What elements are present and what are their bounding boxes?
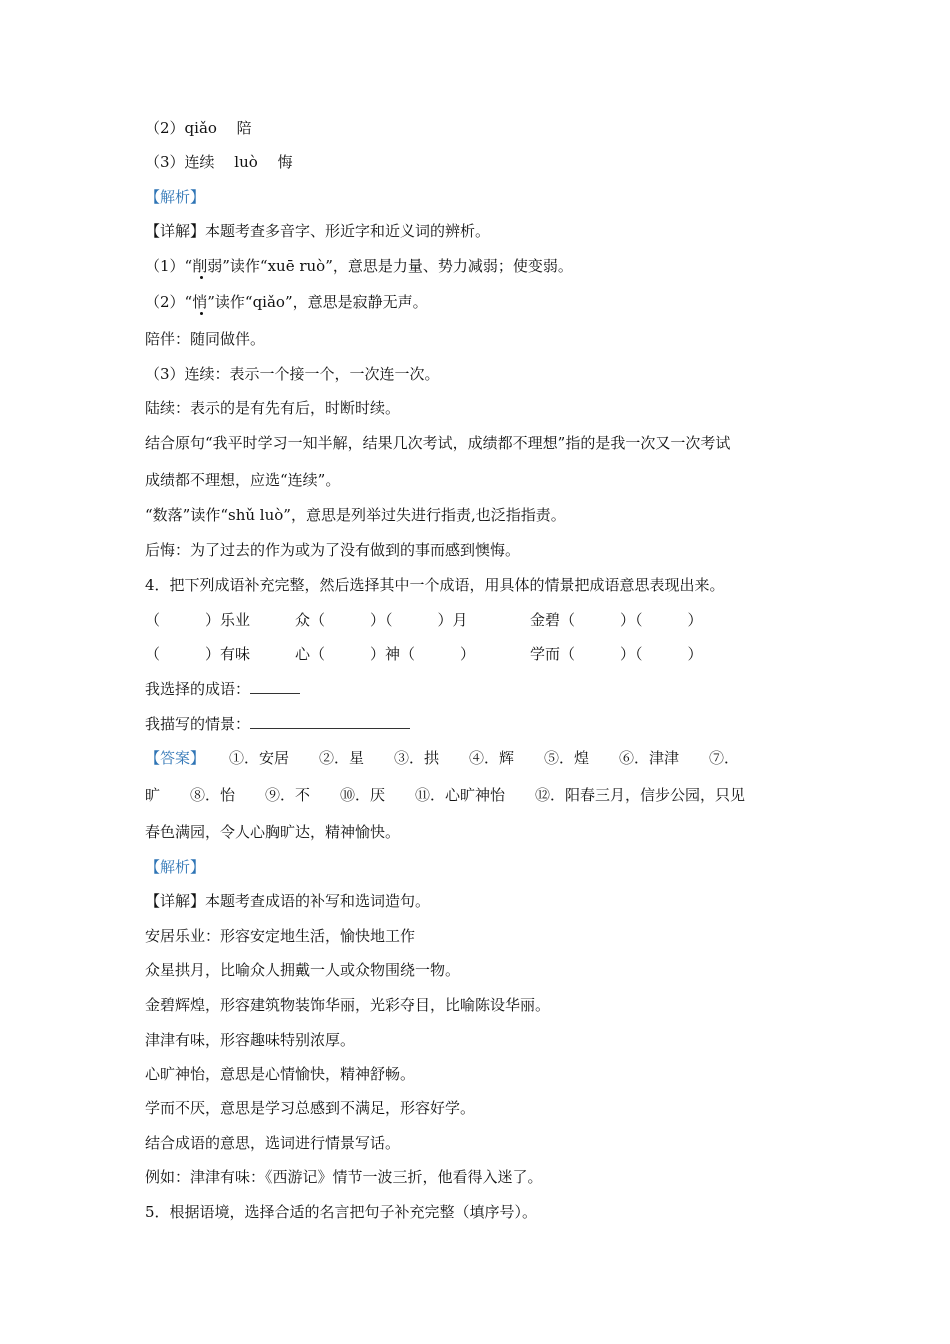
text-line: 学而不厌，意思是学习总感到不满足，形容好学。 [145, 1099, 476, 1117]
text-line: 金碧辉煌，形容建筑物装饰华丽，光彩夺目，比喻陈设华丽。 [145, 996, 551, 1014]
question-5: 5．根据语境，选择合适的名言把句子补充完整（填序号）。 [145, 1203, 538, 1221]
dotted-char: 削 [192, 257, 208, 275]
text-line: 【详解】本题考查多音字、形近字和近义词的辨析。 [145, 222, 491, 240]
text: ①．安居 ②．星 ③．拱 ④．辉 ⑤．煌 ⑥．津津 ⑦． [229, 749, 740, 767]
answer-line [145, 748, 739, 768]
idiom-blank: 心（ ）神（ ） [295, 645, 476, 663]
answer-blank[interactable] [250, 679, 300, 694]
answer-label: 【答案】 [145, 749, 206, 767]
text-line: 例如：津津有味：《西游记》情节一波三折，他看得入迷了。 [145, 1168, 543, 1186]
choose-label: 我选择的成语： [145, 680, 251, 698]
text-line: 陪伴：随同做伴。 [145, 330, 266, 348]
idiom-blank: （ ）有味 [145, 645, 251, 663]
idiom-blank: 金碧（ ）（ ） [530, 611, 703, 629]
text-line: 众星拱月，比喻众人拥戴一人或众物围绕一物。 [145, 961, 461, 979]
text-line: （2）qiǎo 陪 [145, 119, 252, 137]
idiom-blank: 学而（ ）（ ） [530, 645, 703, 663]
text-line: 结合成语的意思，选词进行情景写话。 [145, 1134, 401, 1152]
text-line: 结合原句“我平时学习一知半解，结果几次考试，成绩都不理想”指的是我一次又一次考试 [145, 434, 731, 452]
text-line: 【详解】本题考查成语的补写和选词造句。 [145, 892, 431, 910]
text-line: 津津有味，形容趣味特别浓厚。 [145, 1031, 356, 1049]
dotted-char: 悄 [192, 293, 208, 311]
text-line: （3）连续 luò 悔 [145, 153, 293, 171]
text: ”读作“qiǎo”，意思是寂静无声。 [207, 293, 428, 311]
idiom-blank: （ ）乐业 [145, 611, 251, 629]
answer-blank[interactable] [250, 714, 410, 729]
text-line [145, 256, 573, 276]
text: （2）“ [145, 293, 193, 311]
scene-label: 我描写的情景： [145, 715, 251, 733]
text-line: 旷 ⑧．怡 ⑨．不 ⑩．厌 ⑪．心旷神怡 ⑫．阳春三月，信步公园，只见 [145, 786, 746, 804]
text-line: 成绩都不理想，应选“连续”。 [145, 471, 341, 489]
text-line: 春色满园，令人心胸旷达，精神愉快。 [145, 823, 401, 841]
text-line [145, 292, 428, 312]
text-line: 安居乐业：形容安定地生活，愉快地工作 [145, 927, 416, 945]
text: 弱”读作“xuē ruò”，意思是力量、势力减弱；使变弱。 [207, 257, 573, 275]
text-line: 后悔：为了过去的作为或为了没有做到的事而感到懊悔。 [145, 541, 521, 559]
idiom-blank: 众（ ）（ ）月 [295, 611, 468, 629]
text: （1）“ [145, 257, 193, 275]
text-line: 心旷神怡，意思是心情愉快，精神舒畅。 [145, 1065, 416, 1083]
choose-line [145, 679, 300, 699]
text-line: “数落”读作“shǔ luò”，意思是列举过失进行指责,也泛指指责。 [145, 506, 566, 524]
analysis-label: 【解析】 [145, 188, 206, 206]
text-line: 陆续：表示的是有先有后，时断时续。 [145, 399, 401, 417]
question-4: 4．把下列成语补充完整，然后选择其中一个成语，用具体的情景把成语意思表现出来。 [145, 576, 725, 594]
scene-line [145, 714, 410, 734]
text-line: （3）连续：表示一个接一个，一次连一次。 [145, 365, 440, 383]
analysis-label: 【解析】 [145, 858, 206, 876]
